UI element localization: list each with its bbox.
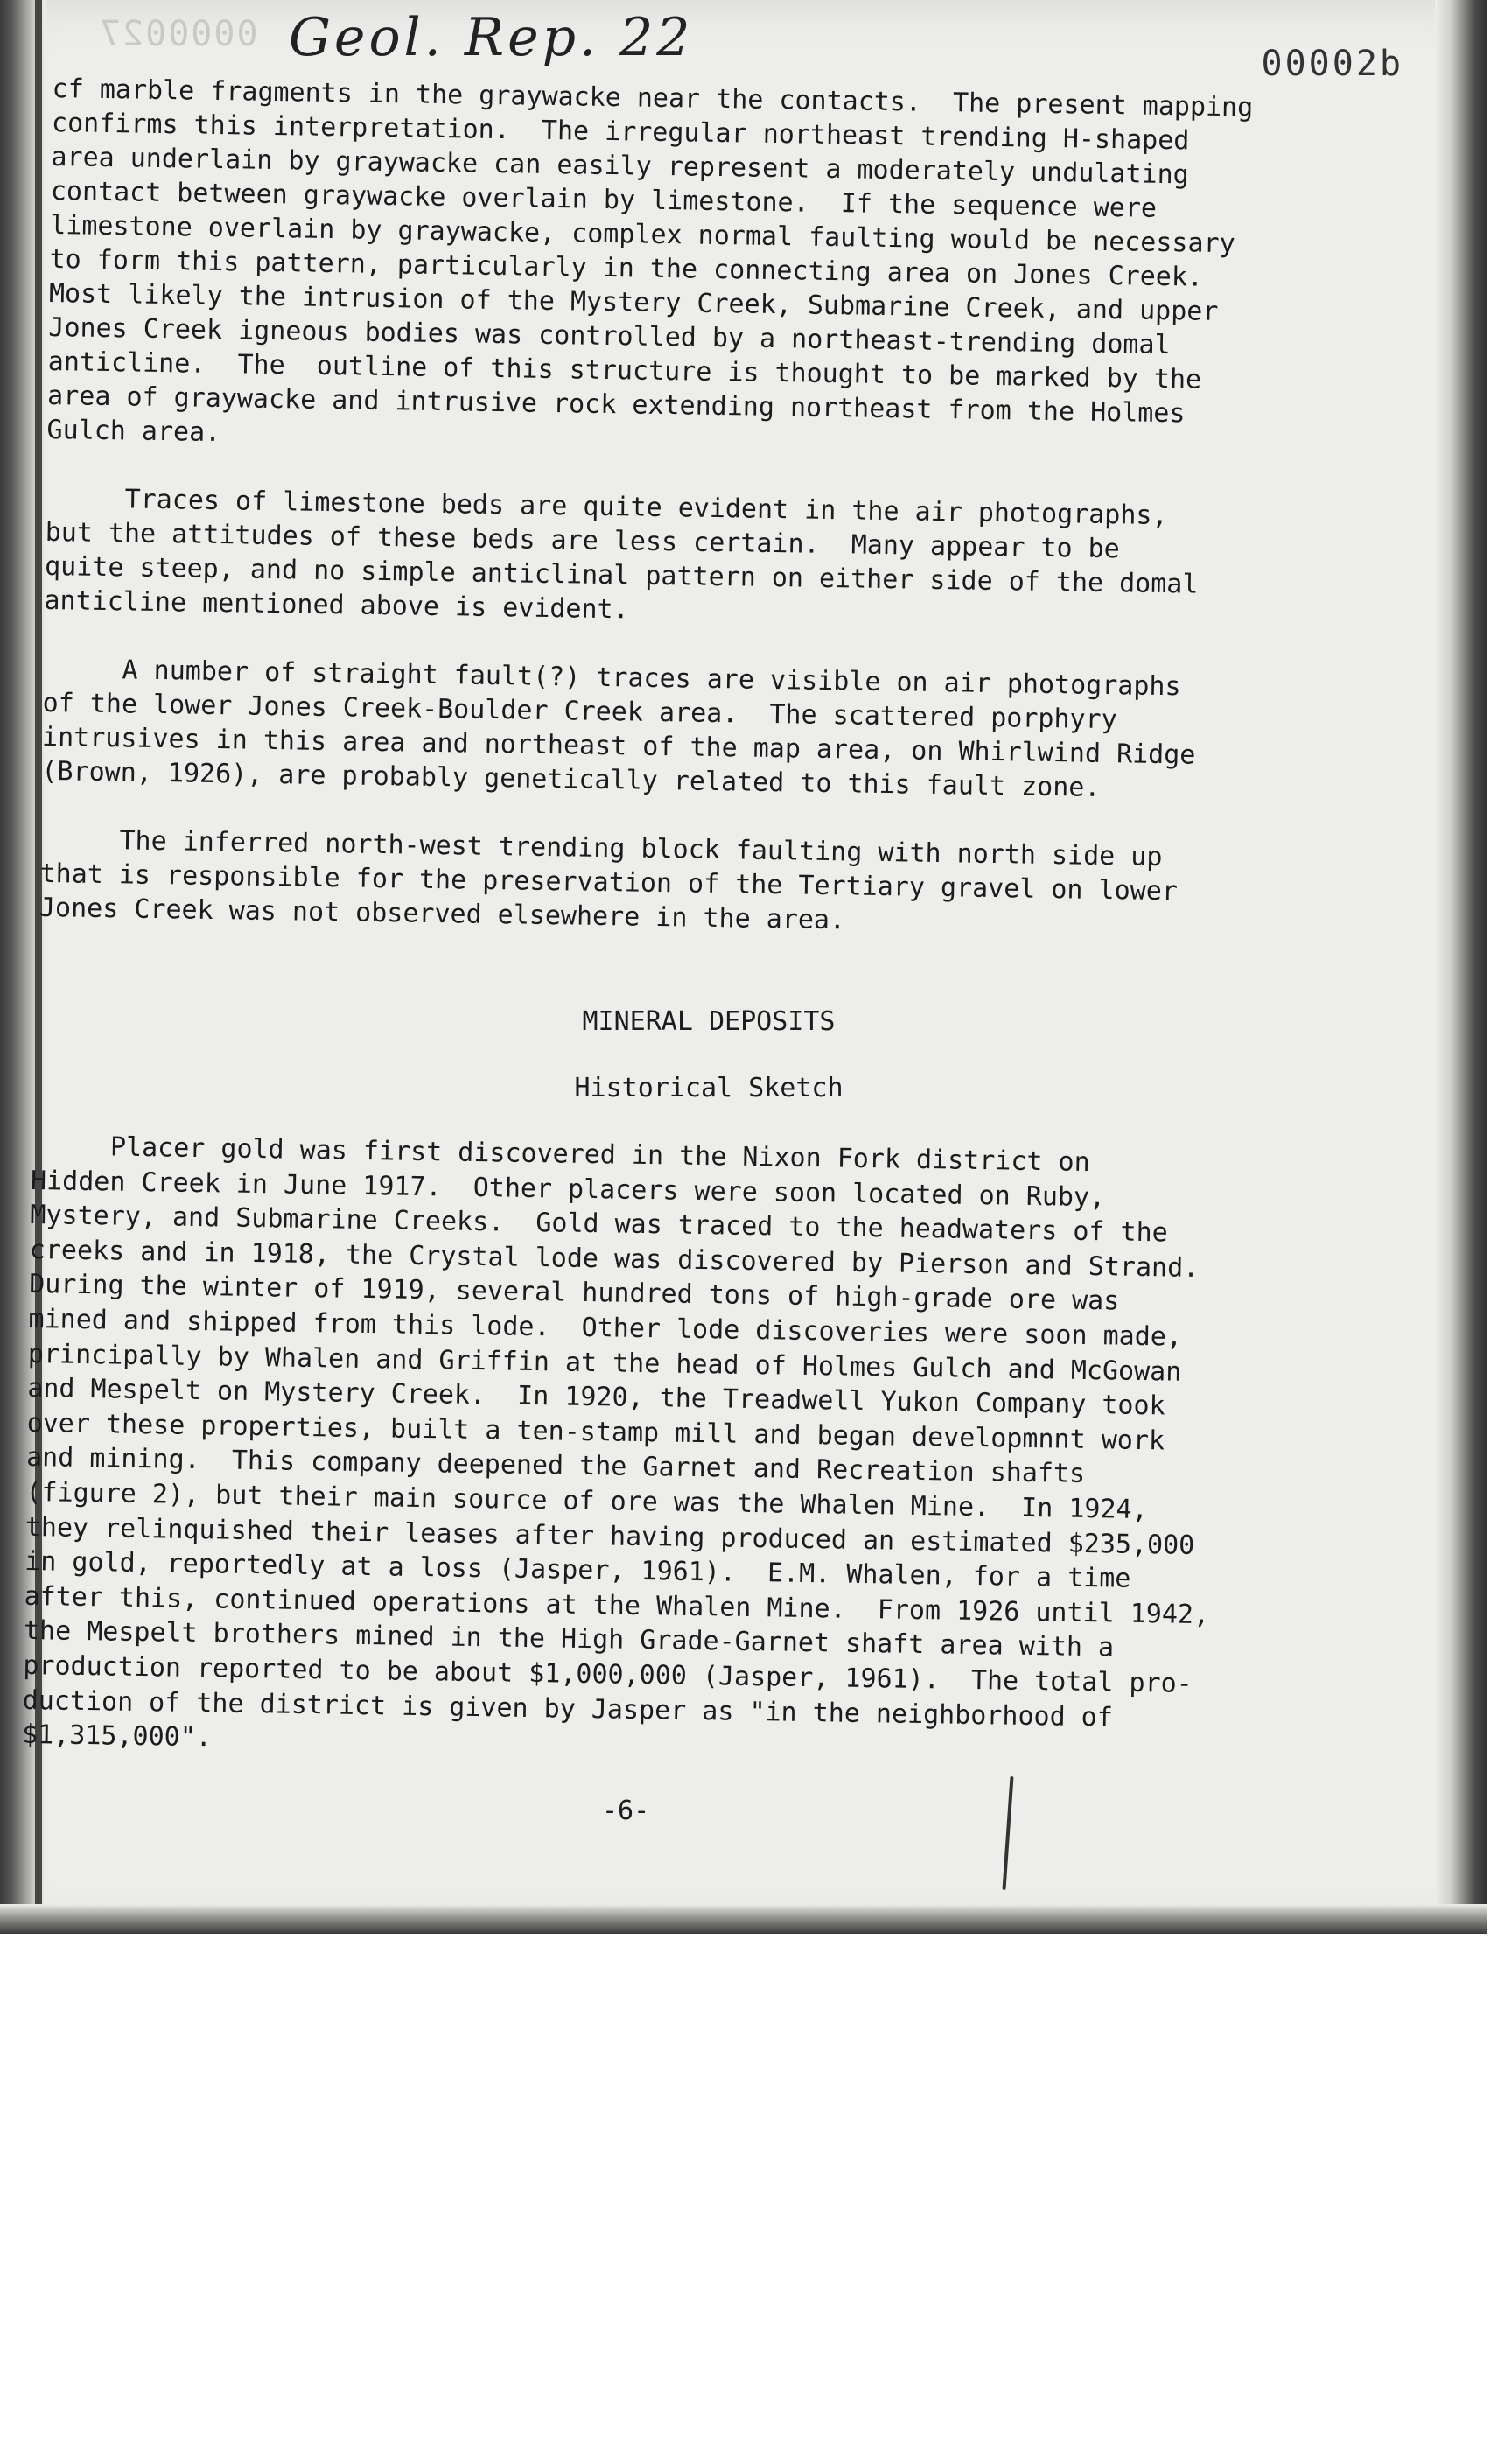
page-stamp-number: 00002b <box>1261 44 1404 84</box>
handwritten-title: Geol. Rep. 22 <box>289 7 694 68</box>
pen-mark <box>1002 1776 1013 1890</box>
section-heading: MINERAL DEPOSITS <box>582 1006 836 1037</box>
paragraph-2: Traces of limestone beds are quite evident in the air photographs, but the attitudes of these beds are less certain. Many appear to be quite steep, and no simple anticlinal pattern on either side of the domal anticline mentioned above is evident. <box>44 482 1199 626</box>
page-number: -6- <box>602 1796 650 1826</box>
paragraph-3: A number of straight fault(?) traces are visible on air photographs of the lower Jones Creek-Boulder Creek area. The scattered porphyry intrusives in this area and northeast of the map area, on Whirlwind Ridge (Brown, 1926), are probably genetically related to this fault zone. <box>41 653 1196 803</box>
paragraph-1: cf marble fragments in the graywacke near the contacts. The present mapping confirms this interpretation. The irregular northeast trending H-shaped area underlain by graywacke can easily represent a moderately undulating contact between graywacke overlain by limestone. If the sequence were limestone overlain by graywacke, complex normal faulting would be necessary to form this pattern, particularly in the connecting area on Jones Creek. Most likely the intrusion of the Mystery Creek, Submarine Creek, and upper Jones Creek igneous bodies was controlled by a northeast-trending domal anticline. The outline of this structure is thought to be marked by the area of graywacke and intrusive rock extending northeast from the Holmes Gulch area. <box>46 73 1254 449</box>
bleed-through-number: 0000027 <box>98 14 258 54</box>
scan-right-shadow <box>1435 0 1488 1934</box>
paragraph-5: Placer gold was first discovered in the Nixon Fork district on Hidden Creek in June 1917. Other placers were soon located on Ruby, Mystery, and Submarine Creeks. Gold was traced to the headwaters of the creeks and in 1918, the Crystal lode was discovered by Pierson and Strand. During the winter of 1919, several hundred tons of high-grade ore was mined and shipped from this lode. Other lode discoveries were soon made, principally by Whalen and Griffin at the head of Holmes Gulch and McGowan and Mespelt on Mystery Creek. In 1920, the Treadwell Yukon Company took over these properties, built a ten-stamp mill and began developmnnt work and mining. This company deepened the Garnet and Recreation shafts (figure 2), but their main source of ore was the Whalen Mine. In 1924, they relinquished their leases after having produced an estimated $235,000 in gold, reportedly at a loss (Jasper, 1961). E.M. Whalen, for a time after this, continued operations at the Whalen Mine. From 1926 until 1942, the Mespelt brothers mined in the High Grade-Garnet shaft area with a production reported to be about $1,000,000 (Jasper, 1961). The total pro- duction of the district is given by Jasper as "in the neighborhood of $1,315,000". <box>21 1130 1210 1754</box>
section-subheading: Historical Sketch <box>574 1073 844 1103</box>
scan-bottom-shadow <box>0 1904 1488 1934</box>
paragraph-4: The inferred north-west trending block faulting with north side up that is responsible for the preservation of the Tertiary gravel on lower Jones Creek was not observed elsewhere in the area. <box>38 823 1179 936</box>
body-text-top <box>39 72 1418 946</box>
